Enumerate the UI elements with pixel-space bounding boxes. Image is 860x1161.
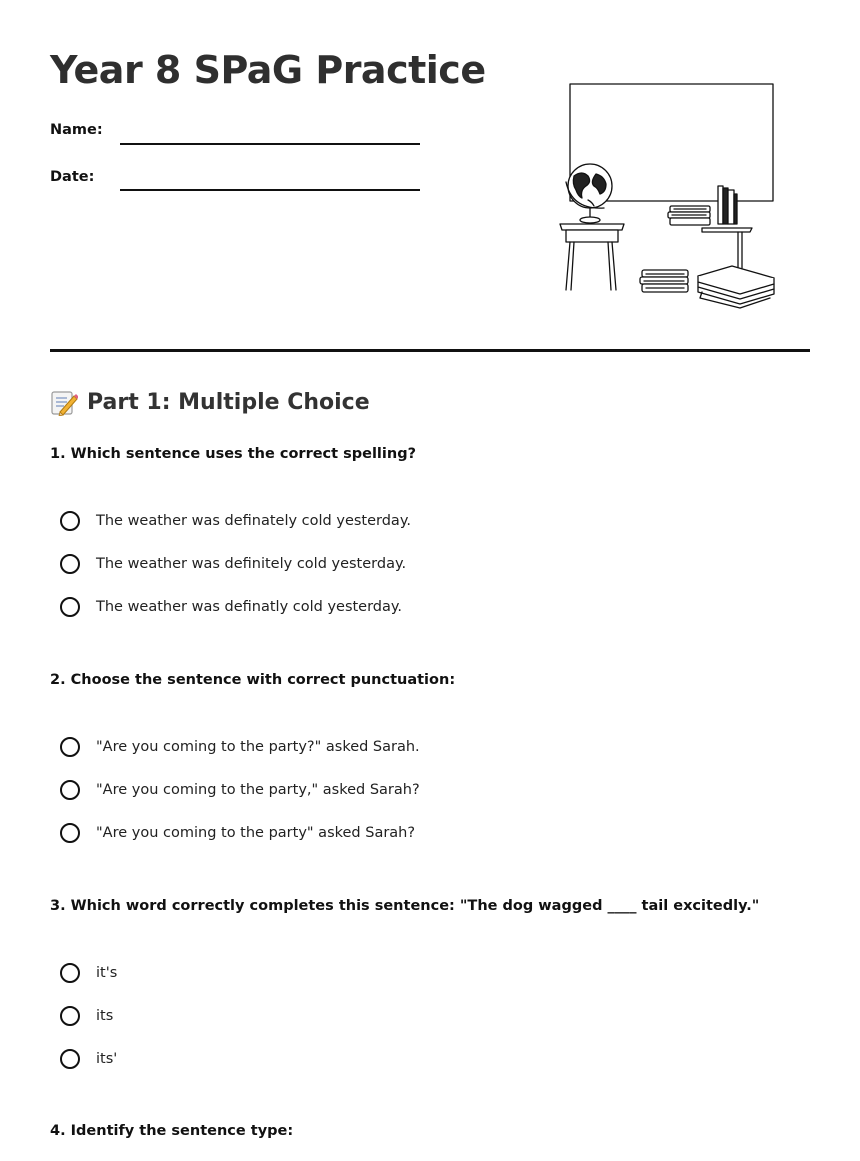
radio-button[interactable] [60, 780, 80, 800]
option-label: The weather was definately cold yesterday. [96, 513, 411, 529]
section-heading-text: Part 1: Multiple Choice [87, 389, 370, 415]
name-label: Name: [50, 122, 103, 138]
radio-button[interactable] [60, 963, 80, 983]
question-3: 3. Which word correctly completes this sentence: "The dog wagged ____ tail excitedly." [50, 898, 760, 914]
q1-option-3[interactable] [60, 594, 402, 620]
shelf-icon [702, 228, 752, 268]
option-label: "Are you coming to the party," asked Sarah? [96, 782, 420, 798]
memo-icon [50, 388, 78, 416]
table-icon [560, 224, 624, 290]
book-stack-icon [640, 270, 688, 292]
radio-button[interactable] [60, 511, 80, 531]
section-divider [50, 349, 810, 352]
name-field[interactable] [120, 143, 420, 145]
option-label: its' [96, 1051, 118, 1067]
radio-button[interactable] [60, 823, 80, 843]
date-field[interactable] [120, 189, 420, 191]
radio-button[interactable] [60, 1049, 80, 1069]
radio-button[interactable] [60, 554, 80, 574]
worksheet-title: Year 8 SPaG Practice [50, 48, 486, 92]
option-label: The weather was definitely cold yesterday. [96, 556, 407, 572]
option-label: its [96, 1008, 114, 1024]
radio-button[interactable] [60, 1006, 80, 1026]
radio-button[interactable] [60, 597, 80, 617]
globe-icon [566, 164, 612, 223]
q2-option-2[interactable] [60, 777, 420, 803]
question-2: 2. Choose the sentence with correct punctuation: [50, 672, 456, 688]
option-label: it's [96, 965, 118, 981]
q2-option-3[interactable] [60, 820, 415, 846]
date-label: Date: [50, 169, 95, 185]
option-label: "Are you coming to the party?" asked Sarah. [96, 739, 420, 755]
question-4: 4. Identify the sentence type: [50, 1123, 294, 1139]
q2-option-1[interactable] [60, 734, 420, 760]
option-label: The weather was definatly cold yesterday. [96, 599, 403, 615]
q3-option-1[interactable] [60, 960, 117, 986]
q1-option-2[interactable] [60, 551, 406, 577]
radio-button[interactable] [60, 737, 80, 757]
q3-option-2[interactable] [60, 1003, 113, 1029]
option-label: "Are you coming to the party" asked Sarah? [96, 825, 416, 841]
paper-stack-icon [698, 266, 774, 308]
section-heading [50, 388, 370, 416]
q3-option-3[interactable] [60, 1046, 117, 1072]
q1-option-1[interactable] [60, 508, 411, 534]
classroom-illustration [552, 78, 782, 310]
question-1: 1. Which sentence uses the correct spelling? [50, 446, 416, 462]
